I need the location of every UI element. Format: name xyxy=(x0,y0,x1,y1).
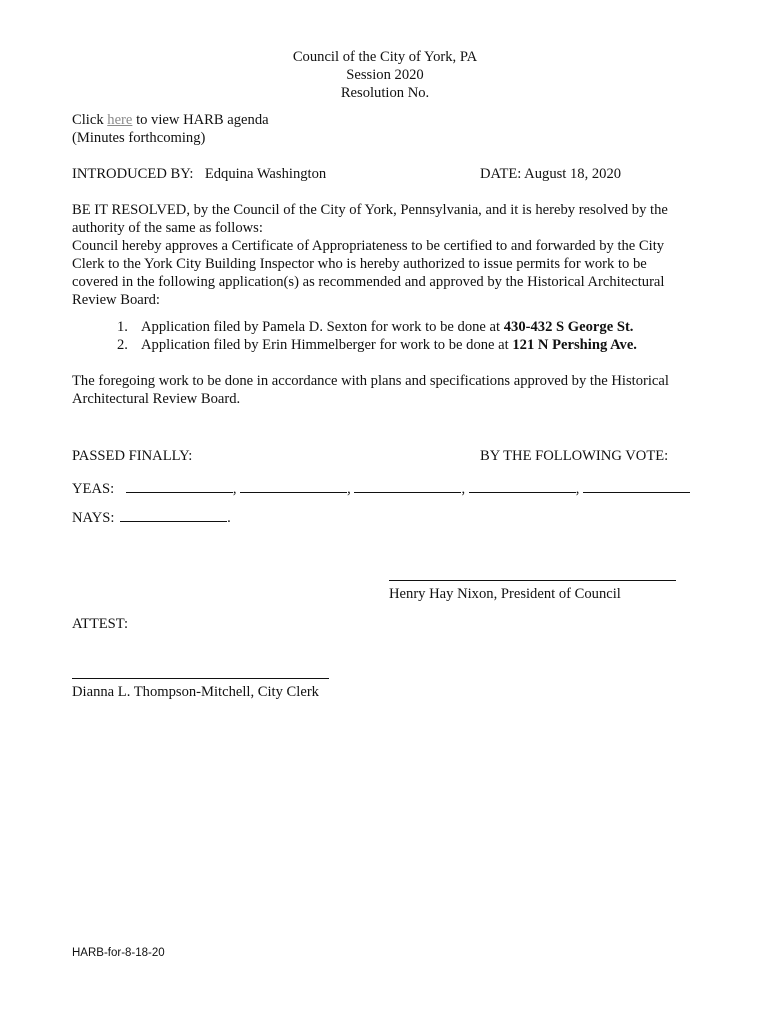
nays-line xyxy=(72,508,231,527)
passed-finally-label: PASSED FINALLY: xyxy=(72,448,193,464)
resolution-line: authority of the same as follows: xyxy=(72,220,263,236)
resolution-line: Council hereby approves a Certificate of Appropriateness to be certified to and forwarded by the City xyxy=(72,238,665,254)
foregoing-paragraph xyxy=(72,372,702,408)
clerk-signature-line xyxy=(72,678,329,679)
introduced-name: Edquina Washington xyxy=(204,166,327,182)
yeas-blank xyxy=(354,479,461,493)
president-signature-line xyxy=(389,580,676,581)
agenda-here-link[interactable]: here xyxy=(107,112,133,128)
resolution-paragraph xyxy=(72,201,702,309)
resolution-line: covered in the following application(s) as recommended and approved by the Historical Architectural xyxy=(72,274,665,290)
yeas-separator: , xyxy=(347,481,351,497)
resolution-date: DATE: August 18, 2020 xyxy=(480,166,622,182)
nays-blank xyxy=(120,508,227,522)
introduced-by xyxy=(72,165,326,183)
application-address: 430-432 S George St. xyxy=(503,319,634,335)
application-text: Application filed by Erin Himmelberger for work to be done at xyxy=(141,337,509,353)
yeas-blank xyxy=(583,479,690,493)
agenda-click-text: Click xyxy=(72,112,104,128)
yeas-label: YEAS: xyxy=(72,481,115,497)
yeas-blank xyxy=(469,479,576,493)
application-item xyxy=(117,318,633,336)
introduced-label: INTRODUCED BY: xyxy=(72,166,194,182)
yeas-blank xyxy=(126,479,233,493)
nays-end: . xyxy=(227,510,231,526)
following-vote-label: BY THE FOLLOWING VOTE: xyxy=(480,448,669,464)
foregoing-line: The foregoing work to be done in accordance with plans and specifications approved by the Historical xyxy=(72,373,669,389)
yeas-separator: , xyxy=(461,481,466,497)
application-number: 2. xyxy=(117,337,128,353)
yeas-line xyxy=(72,479,690,498)
header-session: Session 2020 xyxy=(346,67,424,83)
foregoing-line: Architectural Review Board. xyxy=(72,391,241,407)
minutes-note: (Minutes forthcoming) xyxy=(72,130,206,146)
agenda-line xyxy=(72,111,269,129)
clerk-name: Dianna L. Thompson-Mitchell, City Clerk xyxy=(72,684,319,700)
attest-label: ATTEST: xyxy=(72,616,129,632)
header-resolution-number: Resolution No. xyxy=(340,85,430,101)
document-footer: HARB-for-8-18-20 xyxy=(72,947,165,959)
header-council: Council of the City of York, PA xyxy=(292,49,478,65)
application-text: Application filed by Pamela D. Sexton for work to be done at xyxy=(141,319,501,335)
nays-label: NAYS: xyxy=(72,510,115,526)
president-name: Henry Hay Nixon, President of Council xyxy=(389,586,621,602)
application-address: 121 N Pershing Ave. xyxy=(512,337,637,353)
yeas-blank xyxy=(240,479,347,493)
resolution-line: BE IT RESOLVED, by the Council of the City of York, Pennsylvania, and it is hereby resolved by the xyxy=(72,202,668,218)
application-number: 1. xyxy=(117,319,128,335)
application-item xyxy=(117,336,637,354)
agenda-after-link-text: to view HARB agenda xyxy=(136,112,269,128)
yeas-separator: , xyxy=(575,481,580,497)
resolution-line: Review Board: xyxy=(72,292,160,308)
resolution-line: Clerk to the York City Building Inspector who is hereby authorized to issue permits for work to be xyxy=(72,256,647,272)
yeas-separator: , xyxy=(232,481,237,497)
